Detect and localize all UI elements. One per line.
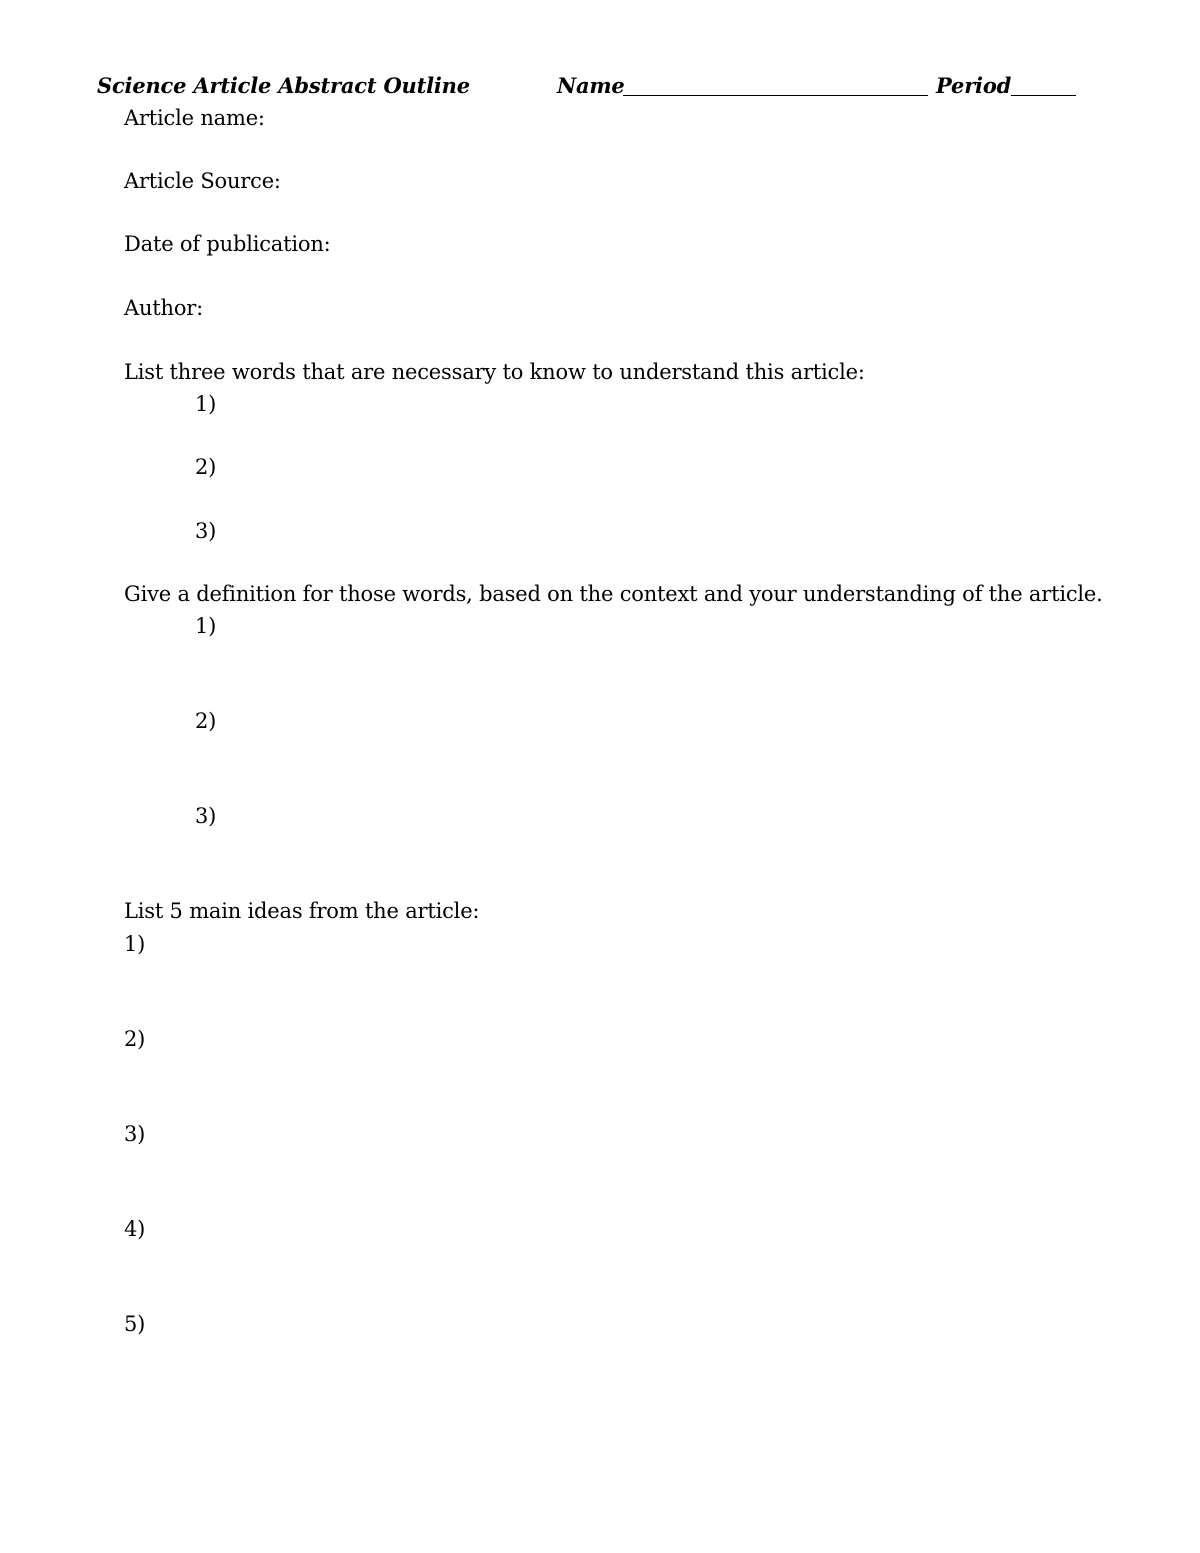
vocab-item-3: 3) — [195, 519, 217, 543]
period-blank-line[interactable] — [1011, 95, 1076, 96]
worksheet-title: Science Article Abstract Outline — [97, 73, 470, 98]
main-idea-item-2: 2) — [124, 1027, 146, 1051]
main-idea-item-5: 5) — [124, 1312, 146, 1336]
definition-item-1: 1) — [195, 614, 217, 638]
main-idea-item-3: 3) — [124, 1122, 146, 1146]
main-idea-item-1: 1) — [124, 932, 146, 956]
date-of-publication-label: Date of publication: — [124, 232, 331, 256]
period-label: Period — [936, 73, 1012, 98]
name-blank-line[interactable] — [623, 95, 928, 96]
article-name-label: Article name: — [124, 106, 265, 130]
definition-item-2: 2) — [195, 709, 217, 733]
definition-item-3: 3) — [195, 804, 217, 828]
main-idea-item-4: 4) — [124, 1217, 146, 1241]
vocab-item-2: 2) — [195, 455, 217, 479]
definitions-prompt: Give a definition for those words, based on the context and your understanding of the article. — [124, 582, 1103, 606]
vocab-item-1: 1) — [195, 392, 217, 416]
main-ideas-prompt: List 5 main ideas from the article: — [124, 899, 480, 923]
vocab-prompt: List three words that are necessary to know to understand this article: — [124, 360, 865, 384]
article-source-label: Article Source: — [124, 169, 281, 193]
author-label: Author: — [124, 296, 204, 320]
name-label: Name — [557, 73, 625, 98]
